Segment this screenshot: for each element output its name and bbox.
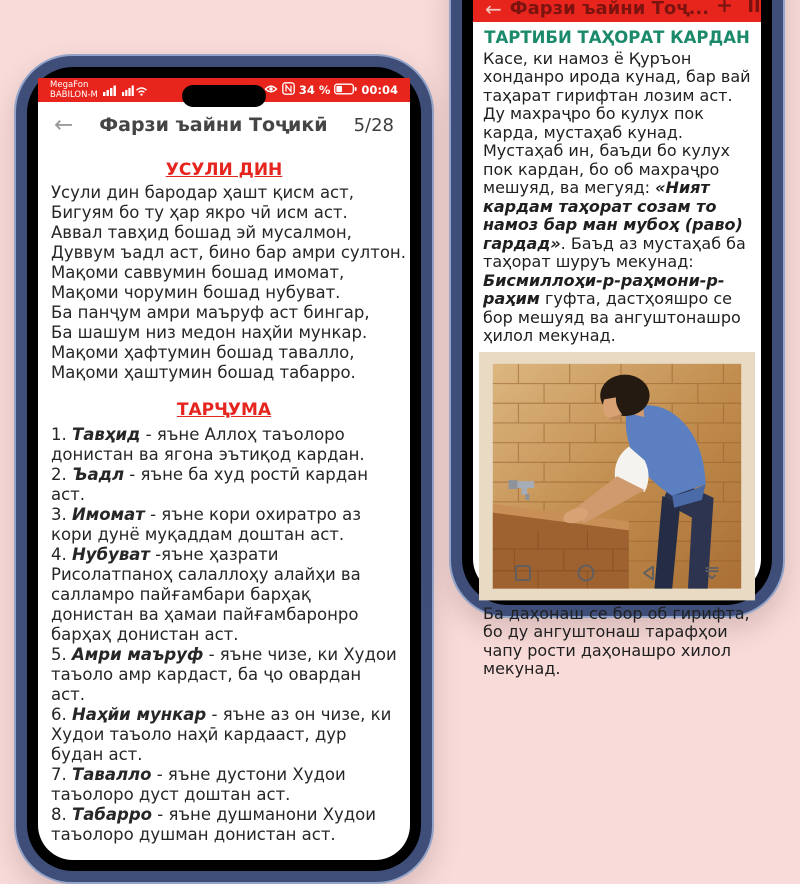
signal-bars-icon	[103, 81, 117, 100]
signal-bars-wifi-icon	[122, 81, 148, 100]
battery-percent-label: 34 %	[298, 83, 331, 97]
poem-line: Мақоми саввумин бошад имомат,	[51, 263, 345, 282]
section-heading-tarjuma: ТАРҶУМА	[176, 400, 272, 420]
translation-list	[51, 425, 397, 845]
article-paragraph: Касе, ки намоз ё Қуръон хонданро ирода кунад, бар вай таҳарат гирифтан лозим аст. Ду махраҷро бо кулух пок карда, мустаҳаб кунад. Мустаҳаб ин, баъди бо кулух пок кардан, бо об махраҷро мешуяд, ва мегуяд: «Ният кардам таҳорат созам то намоз бар ман мубоҳ (раво) гардад». Баъд аз мустаҳаб ба таҳорат шуруъ мекунад: Бисмиллоҳи-р-раҳмони-р-раҳим гуфта, дастҳояшро се бор мешуяд ва ангуштонашро ҳилол мекунад.	[483, 48, 751, 345]
back-arrow-icon[interactable]: ←	[54, 111, 74, 138]
poem-line: Мақоми ҳаштумин бошад табарро.	[51, 363, 356, 382]
poem-line: Ба шашум низ медон наҳйи мункар.	[51, 323, 368, 342]
list-item: 5. Амри маъруф - яъне чизе, ки Худои таъоло амр кардаст, ба ҷо овардан аст.	[51, 645, 397, 704]
plus-icon[interactable]	[717, 0, 732, 17]
poem-line: Дуввум ъадл аст, бино бар амри султон.	[51, 243, 406, 262]
poem-line: Ба панҷум амри маъруф аст бингар,	[51, 303, 370, 322]
home-circle-icon[interactable]	[576, 563, 596, 583]
poem-line: Мақоми ҳафтумин бошад тавалло,	[51, 343, 355, 362]
poem-line: Мақоми чорумин бошад нубуват.	[51, 283, 341, 302]
left-content	[38, 160, 410, 845]
poem-line: Аввал тавҳид бошад эй мусалмон,	[51, 223, 352, 242]
right-phone-bezel	[462, 0, 772, 679]
navigation-bar	[473, 556, 761, 590]
left-phone-bezel	[27, 67, 421, 871]
back-arrow-icon[interactable]: ←	[485, 0, 502, 21]
clock-label: 00:04	[361, 83, 398, 97]
section-heading-usuli-din: УСУЛИ ДИН	[165, 160, 283, 180]
back-triangle-icon[interactable]	[639, 563, 659, 583]
list-item: 2. Ъадл - яъне ба худ ростӣ кардан аст.	[51, 465, 369, 504]
poem-line: Бигуям бо ту ҳар якро чӣ исм аст.	[51, 203, 348, 222]
poem	[51, 183, 406, 383]
pause-icon[interactable]	[748, 0, 760, 17]
camera-notch	[182, 85, 266, 107]
article-heading: ТАРТИБИ ТАҲОРАТ КАРДАН	[484, 28, 750, 47]
recents-square-icon[interactable]	[513, 563, 533, 583]
page-indicator: 5/28	[353, 114, 394, 136]
right-phone	[449, 0, 785, 679]
article-paragraph: Ба даҳонаш се бор об гирифта, бо ду ангуштонаш тарафҳои чапу рости даҳонашро хилол мекунад.	[483, 603, 750, 679]
left-phone-screen	[38, 78, 410, 860]
list-item: 4. Нубуват -яъне ҳазрати Рисолатпаноҳ салаллоҳу алайҳи ва салламро пайғамбари барҳақ донистан ва ҳамаи пайғамбаронро барҳаҳ донистан аст.	[51, 545, 361, 644]
list-item: 6. Наҳйи мункар - яъне аз он чизе, ки Худои таъоло наҳӣ кардааст, дур будан аст.	[51, 705, 392, 764]
hide-navbar-icon[interactable]	[702, 563, 722, 583]
list-item: 3. Имомат - яъне кори охиратро аз кори дунё муқаддам доштан аст.	[51, 505, 362, 544]
right-app-bar	[473, 0, 761, 22]
left-phone	[14, 54, 434, 884]
list-item: 7. Тавалло - яъне дустони Худои таъолоро дуст доштан аст.	[51, 765, 346, 804]
page-title: Фарзи ъайни Тоҷикӣ	[99, 114, 328, 136]
battery-icon	[334, 83, 357, 98]
poem-line: Усули дин бародар ҳашт қисм аст,	[51, 183, 354, 202]
list-item: 1. Тавҳид - яъне Аллоҳ таъолоро донистан ва ягона эътиқод кардан.	[51, 425, 365, 464]
list-item: 8. Табарро - яъне душманони Худои таъолоро душман донистан аст.	[51, 805, 376, 844]
page-title: Фарзи ъайни Тоҷ...	[509, 0, 710, 19]
carrier-label: MegaFon BABILON-M	[50, 79, 98, 100]
nfc-icon	[282, 82, 295, 98]
right-phone-screen	[473, 0, 761, 679]
app-bar	[38, 102, 410, 148]
